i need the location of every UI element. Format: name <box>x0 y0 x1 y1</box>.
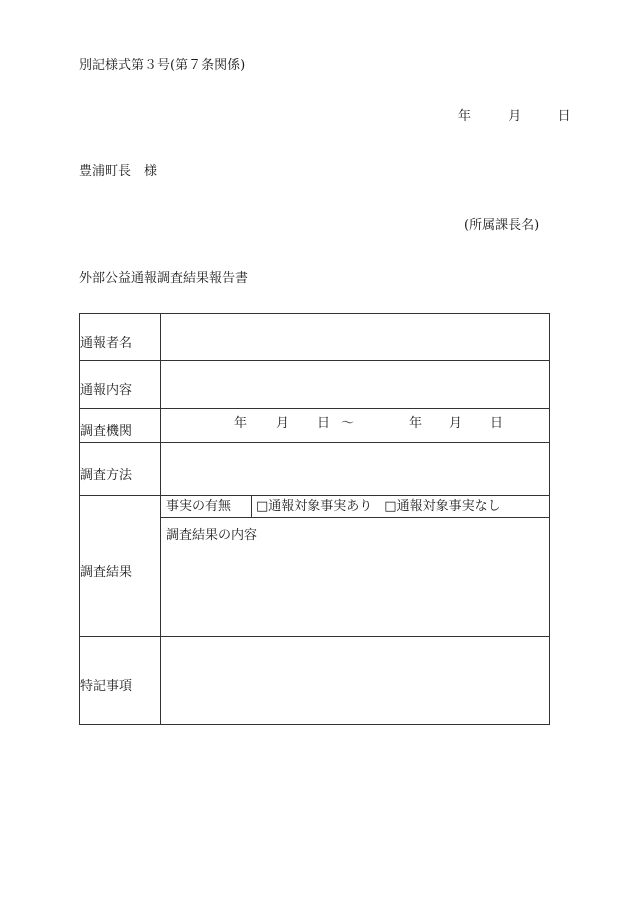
period-day-start: 日 <box>317 416 331 431</box>
table-row <box>80 361 550 409</box>
period-label: 調査機関 <box>80 409 161 443</box>
result-label: 調査結果 <box>80 496 161 637</box>
department-head: (所属課長名) <box>464 218 540 233</box>
period-value[interactable] <box>161 409 550 443</box>
period-month-end: 月 <box>449 416 463 431</box>
period-year-start: 年 <box>234 416 248 431</box>
document-title: 外部公益通報調査結果報告書 <box>79 271 249 286</box>
reporter-value[interactable] <box>161 314 550 361</box>
period-separator: ～ <box>341 416 355 431</box>
fact-no-checkbox[interactable]: □通報対象事実なし <box>384 499 501 514</box>
period-year-end: 年 <box>409 416 423 431</box>
reporter-label: 通報者名 <box>80 314 161 361</box>
report-table <box>79 313 550 725</box>
fact-label: 事実の有無 <box>161 496 252 517</box>
form-number: 別記様式第３号(第７条関係) <box>79 58 246 73</box>
table-row <box>80 496 550 518</box>
result-content-label: 調査結果の内容 <box>166 528 258 543</box>
recipient: 豊浦町長 様 <box>79 164 158 179</box>
fact-cell <box>161 496 550 518</box>
date-day: 日 <box>557 109 571 124</box>
table-row <box>80 637 550 725</box>
period-month-start: 月 <box>276 416 290 431</box>
table-row <box>80 443 550 496</box>
table-row <box>80 409 550 443</box>
content-label: 通報内容 <box>80 361 161 409</box>
notes-label: 特記事項 <box>80 637 161 725</box>
period-day-end: 日 <box>490 416 504 431</box>
report-date <box>458 110 571 123</box>
notes-value[interactable] <box>161 637 550 725</box>
fact-yes-checkbox[interactable]: □通報対象事実あり <box>256 499 373 514</box>
method-value[interactable] <box>161 443 550 496</box>
content-value[interactable] <box>161 361 550 409</box>
table-row <box>80 314 550 361</box>
method-label: 調査方法 <box>80 443 161 496</box>
result-content[interactable] <box>161 518 550 637</box>
date-year: 年 <box>458 109 472 124</box>
date-month: 月 <box>508 109 522 124</box>
